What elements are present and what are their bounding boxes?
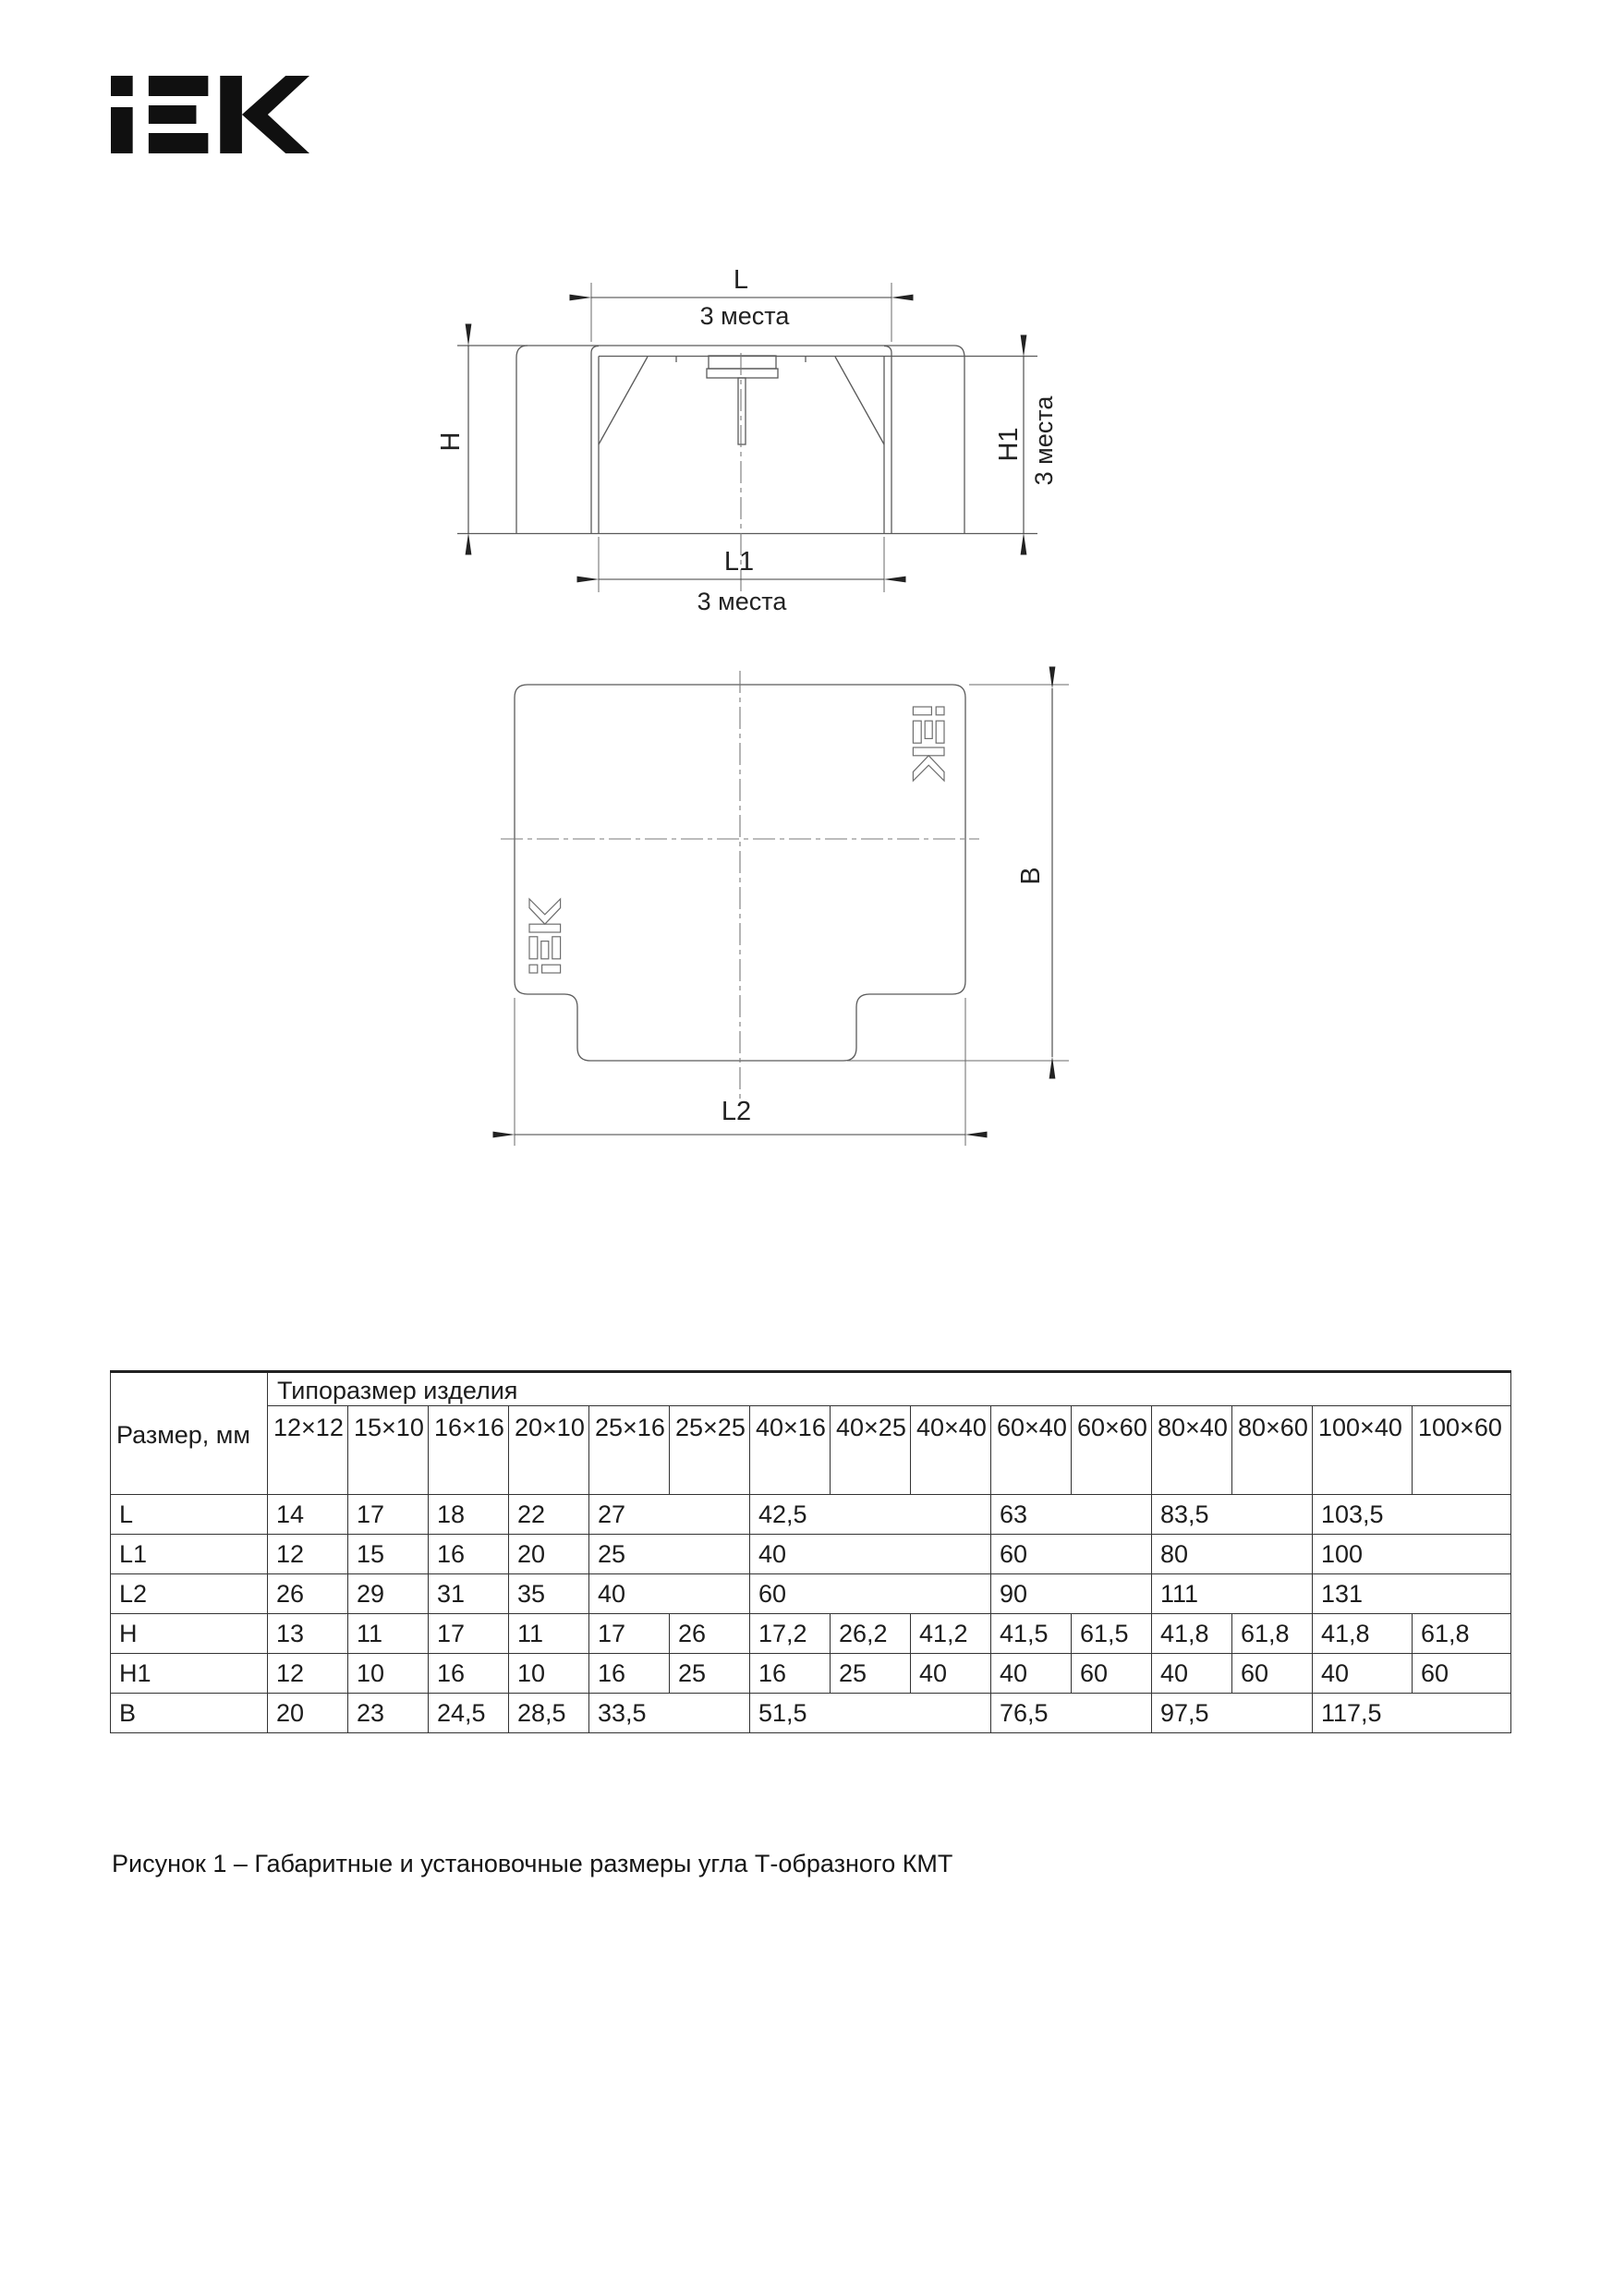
table-cell: 42,5 [750,1495,991,1535]
table-cell: 15 [348,1535,429,1574]
row-label: H [111,1614,268,1654]
table-cell: 23 [348,1694,429,1733]
table-cell: 51,5 [750,1694,991,1733]
table-row [111,1535,1511,1574]
table-row [111,1495,1511,1535]
table-cell: 41,8 [1313,1614,1413,1654]
size-header-row [111,1406,1511,1495]
table-cell: 40 [589,1574,750,1614]
top-view-drawing [501,671,1069,1146]
table-cell: 35 [509,1574,589,1614]
dim-note-L1: 3 места [697,588,787,615]
table-cell: 80 [1152,1535,1313,1574]
table-cell: 17,2 [750,1614,831,1654]
table-cell: 40 [911,1654,991,1694]
table-cell: 26 [268,1574,348,1614]
table-cell: 63 [991,1495,1152,1535]
table-group-header-row [111,1372,1511,1406]
row-label: B [111,1694,268,1733]
table-cell: 97,5 [1152,1694,1313,1733]
table-cell: 60 [750,1574,991,1614]
table-cell: 41,8 [1152,1614,1232,1654]
table-row [111,1694,1511,1733]
size-column-header: 80×60 [1232,1406,1313,1495]
dim-label-B: B [1016,867,1046,885]
size-column-header: 40×25 [831,1406,911,1495]
table-cell: 31 [429,1574,509,1614]
row-label: L2 [111,1574,268,1614]
row-label: L1 [111,1535,268,1574]
dimensions-table [110,1370,1511,1733]
table-cell: 26 [670,1614,750,1654]
table-cell: 40 [991,1654,1072,1694]
dim-label-L: L [733,265,749,295]
table-cell: 16 [429,1535,509,1574]
size-column-header: 20×10 [509,1406,589,1495]
table-cell: 12 [268,1535,348,1574]
table-cell: 22 [509,1495,589,1535]
table-cell: 61,8 [1413,1614,1511,1654]
size-column-header: 40×40 [911,1406,991,1495]
size-column-header: 15×10 [348,1406,429,1495]
iek-logo [111,76,309,153]
table-cell: 20 [509,1535,589,1574]
table-cell: 60 [1413,1654,1511,1694]
table-cell: 28,5 [509,1694,589,1733]
row-label: H1 [111,1654,268,1694]
dim-label-H1: H1 [994,427,1024,462]
iek-logo-outline-top-right [913,707,944,781]
table-cell: 17 [348,1495,429,1535]
table-cell: 60 [991,1535,1152,1574]
size-column-header: 100×60 [1413,1406,1511,1495]
corner-header: Размер, мм [111,1372,268,1495]
table-cell: 61,8 [1232,1614,1313,1654]
table-cell: 117,5 [1313,1694,1511,1733]
table-cell: 61,5 [1072,1614,1152,1654]
table-cell: 103,5 [1313,1495,1511,1535]
table-cell: 14 [268,1495,348,1535]
table-cell: 26,2 [831,1614,911,1654]
table-cell: 10 [509,1654,589,1694]
size-column-header: 16×16 [429,1406,509,1495]
table-row [111,1574,1511,1614]
group-header: Типоразмер изделия [268,1372,1511,1406]
table-cell: 25 [831,1654,911,1694]
table-cell: 41,2 [911,1614,991,1654]
table-cell: 40 [1152,1654,1232,1694]
row-label: L [111,1495,268,1535]
table-cell: 16 [750,1654,831,1694]
figure-caption: Рисунок 1 – Габаритные и установочные размеры угла Т-образного КМТ [112,1850,953,1877]
iek-logo-outline-left [529,899,561,973]
table-cell: 41,5 [991,1614,1072,1654]
table-cell: 33,5 [589,1694,750,1733]
table-cell: 83,5 [1152,1495,1313,1535]
table-cell: 24,5 [429,1694,509,1733]
table-cell: 60 [1232,1654,1313,1694]
size-column-header: 25×25 [670,1406,750,1495]
dim-label-L1: L1 [723,547,755,577]
table-cell: 76,5 [991,1694,1152,1733]
table-cell: 25 [589,1535,750,1574]
dim-label-L2: L2 [721,1097,752,1126]
table-cell: 11 [509,1614,589,1654]
dim-note-H1: 3 места [1030,395,1058,486]
table-cell: 18 [429,1495,509,1535]
size-column-header: 40×16 [750,1406,831,1495]
table-cell: 13 [268,1614,348,1654]
table-row [111,1614,1511,1654]
front-view-drawing [436,265,1058,615]
table-cell: 25 [670,1654,750,1694]
table-cell: 10 [348,1654,429,1694]
table-cell: 40 [750,1535,991,1574]
table-cell: 17 [589,1614,670,1654]
table-cell: 12 [268,1654,348,1694]
table-cell: 111 [1152,1574,1313,1614]
size-column-header: 80×40 [1152,1406,1232,1495]
table-cell: 131 [1313,1574,1511,1614]
table-cell: 17 [429,1614,509,1654]
table-cell: 20 [268,1694,348,1733]
dim-label-H: H [436,431,466,452]
size-column-header: 12×12 [268,1406,348,1495]
table-cell: 16 [429,1654,509,1694]
size-column-header: 60×40 [991,1406,1072,1495]
size-column-header: 25×16 [589,1406,670,1495]
table-cell: 40 [1313,1654,1413,1694]
table-cell: 60 [1072,1654,1152,1694]
size-column-header: 100×40 [1313,1406,1413,1495]
table-cell: 100 [1313,1535,1511,1574]
table-row [111,1654,1511,1694]
dim-note-L: 3 места [699,302,790,330]
table-cell: 11 [348,1614,429,1654]
table-cell: 90 [991,1574,1152,1614]
size-column-header: 60×60 [1072,1406,1152,1495]
table-cell: 29 [348,1574,429,1614]
table-cell: 27 [589,1495,750,1535]
table-cell: 16 [589,1654,670,1694]
